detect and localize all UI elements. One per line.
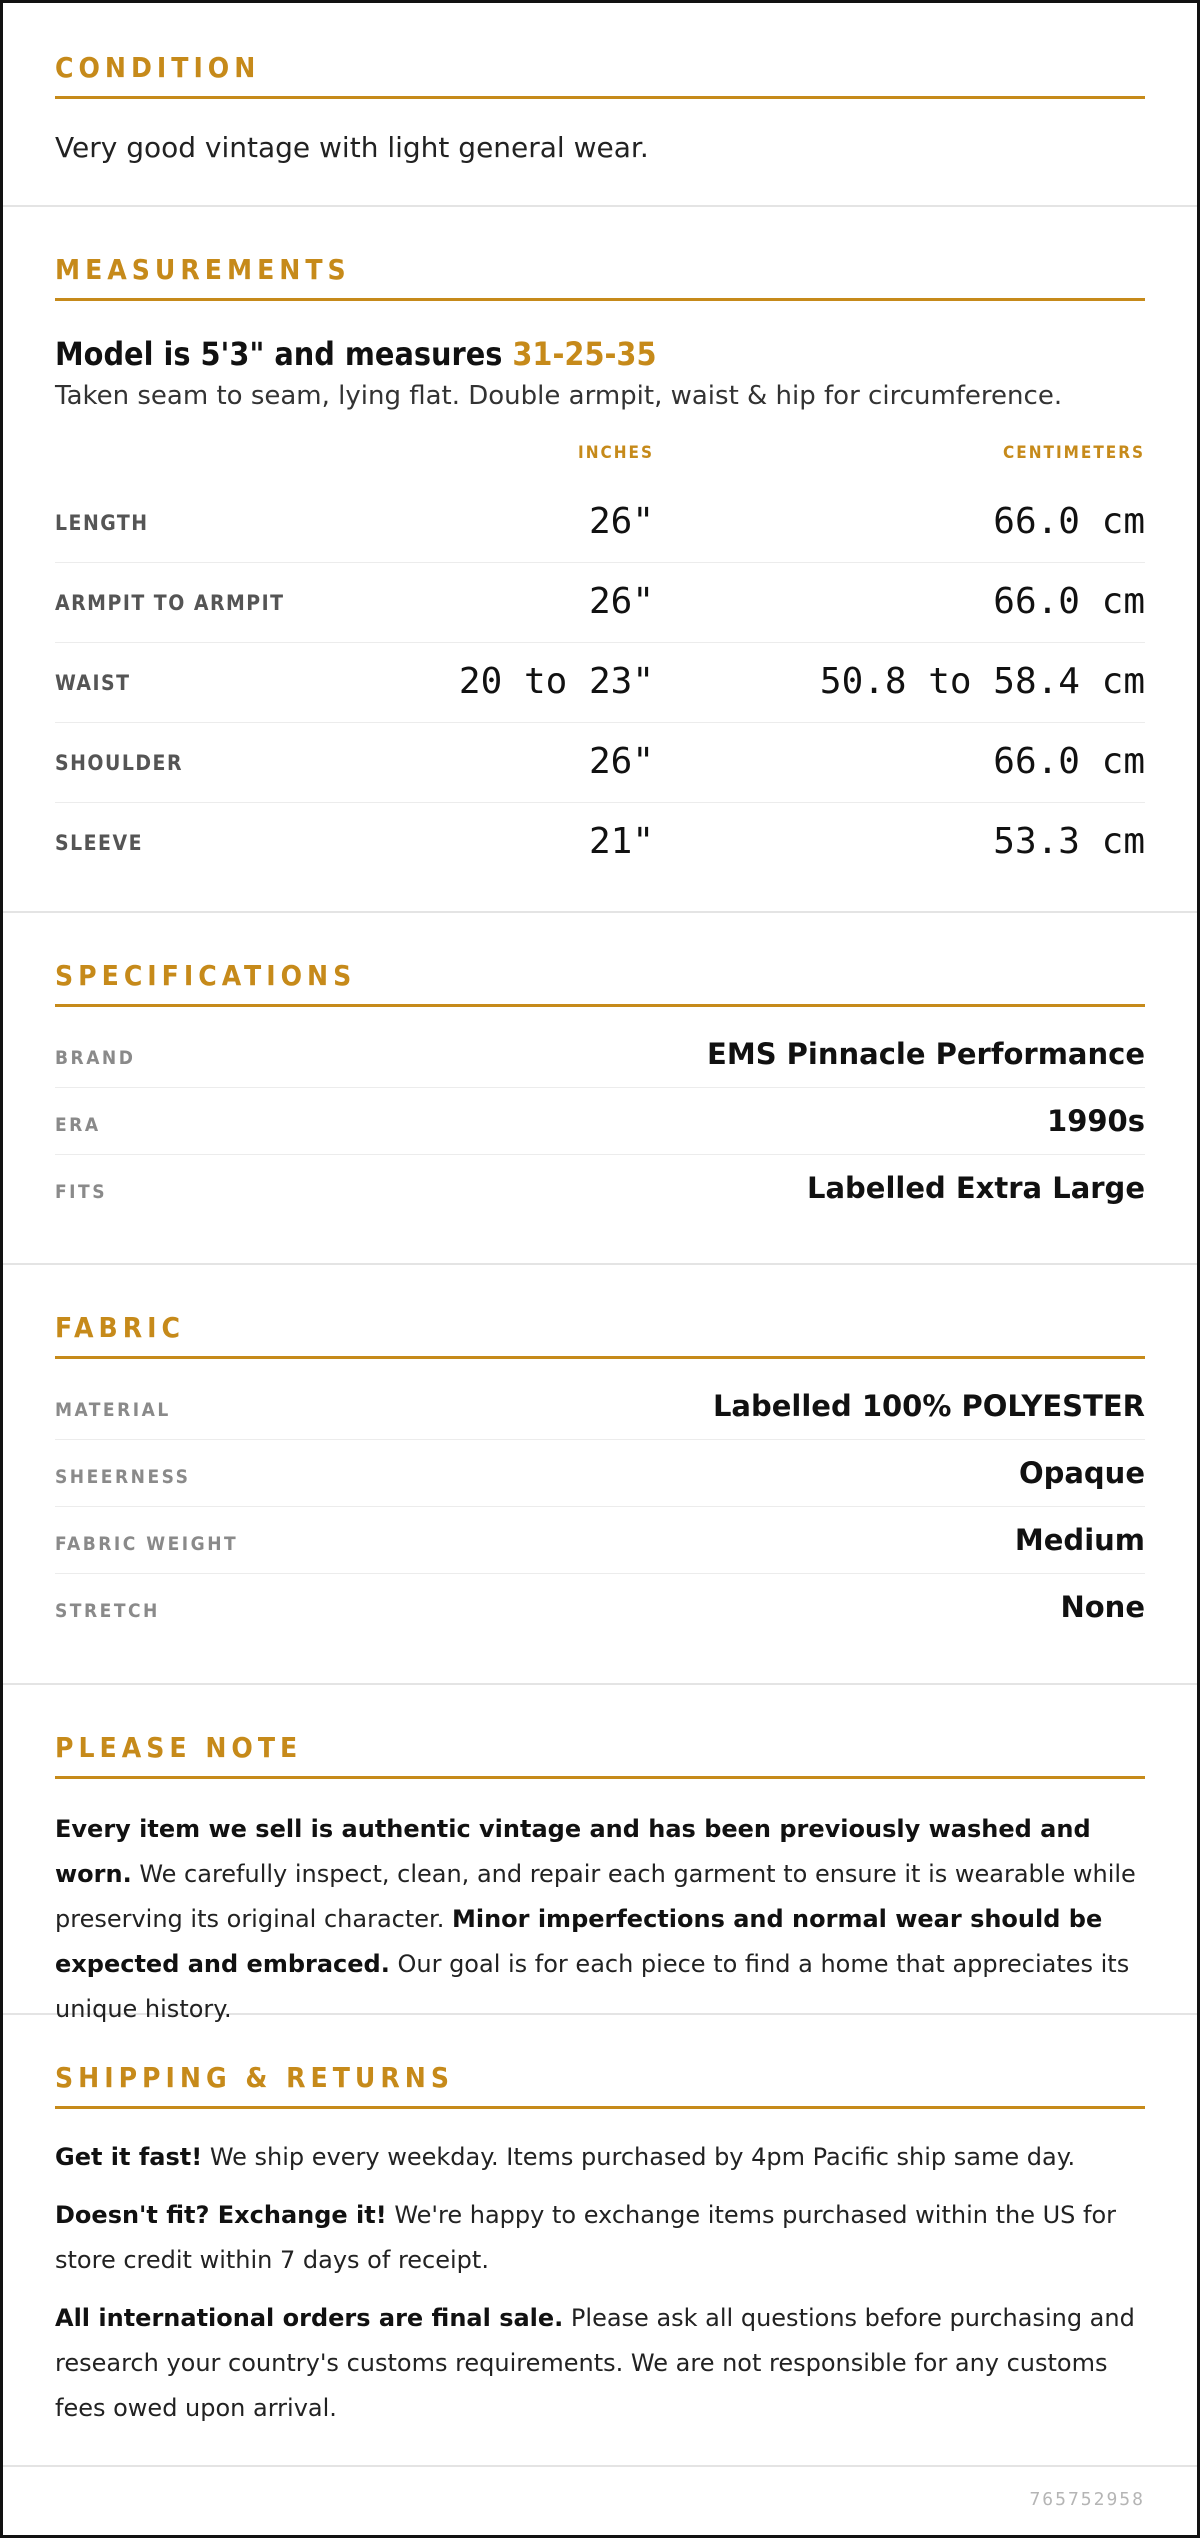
fabric-label: MATERIAL [55, 1399, 171, 1421]
shipping-exchange-text: We're happy to exchange items purchased within the US for store credit within 7 days of receipt. [55, 2201, 1117, 2274]
condition-section [3, 3, 1197, 207]
fabric-value: Medium [1014, 1523, 1145, 1557]
measurement-label: SLEEVE [55, 831, 143, 855]
specifications-section [3, 913, 1197, 1265]
measurement-table [55, 483, 1145, 883]
measurements-section [3, 207, 1197, 913]
shipping-paragraph-fast [55, 2135, 1145, 2180]
measurement-cm: 50.8 to 58.4 cm [819, 661, 1145, 702]
fabric-section [3, 1265, 1197, 1685]
spec-value: 1990s [1047, 1104, 1145, 1138]
measurement-row-shoulder [55, 723, 1145, 803]
fabric-list [55, 1373, 1145, 1641]
specifications-title: SPECIFICATIONS [55, 959, 1145, 1007]
spec-row-fits [55, 1155, 1145, 1222]
note-bold-1: Every item we sell is authentic vintage and has been previously washed and worn. [55, 1815, 1091, 1888]
measurement-cm: 66.0 cm [993, 501, 1145, 542]
model-measurements [55, 335, 1145, 373]
shipping-paragraph-exchange [55, 2193, 1145, 2283]
measurement-inches: 26" [588, 581, 654, 622]
spec-label: ERA [55, 1114, 101, 1136]
spec-label: FITS [55, 1181, 108, 1203]
condition-title: CONDITION [55, 51, 1145, 99]
centimeters-column-header: CENTIMETERS [1003, 443, 1145, 463]
shipping-paragraph-international [55, 2296, 1145, 2431]
note-bold-2: Minor imperfections and normal wear should be expected and embraced. [55, 1905, 1103, 1978]
fabric-value: Opaque [1018, 1456, 1145, 1490]
measurement-row-length [55, 483, 1145, 563]
fabric-label: STRETCH [55, 1600, 160, 1622]
measurement-row-waist [55, 643, 1145, 723]
measurement-label: WAIST [55, 671, 131, 695]
inches-column-header: INCHES [578, 443, 654, 463]
model-prefix: Model is 5'3" and measures [55, 335, 513, 373]
shipping-international-text: Please ask all questions before purchasing and research your country's customs requirements. We are not responsible for any customs fees owed upon arrival. [55, 2304, 1135, 2422]
measurement-label: LENGTH [55, 511, 149, 535]
shipping-fast-bold: Get it fast! [55, 2143, 203, 2171]
spec-value: Labelled Extra Large [806, 1171, 1145, 1205]
measurement-row-armpit [55, 563, 1145, 643]
measurement-table-header [55, 431, 1145, 483]
please-note-title: PLEASE NOTE [55, 1731, 1145, 1779]
measurements-title: MEASUREMENTS [55, 253, 1145, 301]
fabric-row-weight [55, 1507, 1145, 1574]
measurement-inches: 20 to 23" [458, 661, 654, 702]
fabric-label: FABRIC WEIGHT [55, 1533, 239, 1555]
fabric-label: SHEERNESS [55, 1466, 191, 1488]
shipping-title: SHIPPING & RETURNS [55, 2061, 1145, 2109]
fabric-title: FABRIC [55, 1311, 1145, 1359]
fabric-row-sheerness [55, 1440, 1145, 1507]
condition-text: Very good vintage with light general wear. [55, 131, 649, 164]
measurement-cm: 66.0 cm [993, 741, 1145, 782]
shipping-fast-text: We ship every weekday. Items purchased by 4pm Pacific ship same day. [202, 2143, 1076, 2171]
fabric-row-stretch [55, 1574, 1145, 1641]
measurement-cm: 66.0 cm [993, 581, 1145, 622]
shipping-section [3, 2015, 1197, 2467]
model-stats: 31-25-35 [512, 335, 657, 373]
spec-value: EMS Pinnacle Performance [707, 1037, 1145, 1071]
spec-label: BRAND [55, 1047, 136, 1069]
measurement-label: SHOULDER [55, 751, 184, 775]
shipping-exchange-bold: Doesn't fit? Exchange it! [55, 2201, 387, 2229]
specifications-list [55, 1021, 1145, 1222]
item-id: 765752958 [1029, 2489, 1145, 2510]
measurement-note: Taken seam to seam, lying flat. Double armpit, waist & hip for circumference. [55, 381, 1063, 411]
note-text-1: We carefully inspect, clean, and repair each garment to ensure it is wearable while preserving its original character. [55, 1860, 1136, 1933]
spec-row-brand [55, 1021, 1145, 1088]
measurement-label: ARMPIT TO ARMPIT [55, 591, 285, 615]
measurement-inches: 21" [588, 821, 654, 862]
shipping-international-bold: All international orders are final sale. [55, 2304, 564, 2332]
please-note-text [55, 1807, 1145, 2032]
measurement-cm: 53.3 cm [993, 821, 1145, 862]
fabric-value: Labelled 100% POLYESTER [712, 1389, 1145, 1423]
measurement-inches: 26" [588, 741, 654, 782]
measurement-inches: 26" [588, 501, 654, 542]
spec-row-era [55, 1088, 1145, 1155]
fabric-row-material [55, 1373, 1145, 1440]
footer [3, 2467, 1197, 2537]
fabric-value: None [1060, 1590, 1145, 1624]
note-text-2: Our goal is for each piece to find a home that appreciates its unique history. [55, 1950, 1130, 2023]
please-note-section [3, 1685, 1197, 2023]
measurement-row-sleeve [55, 803, 1145, 883]
